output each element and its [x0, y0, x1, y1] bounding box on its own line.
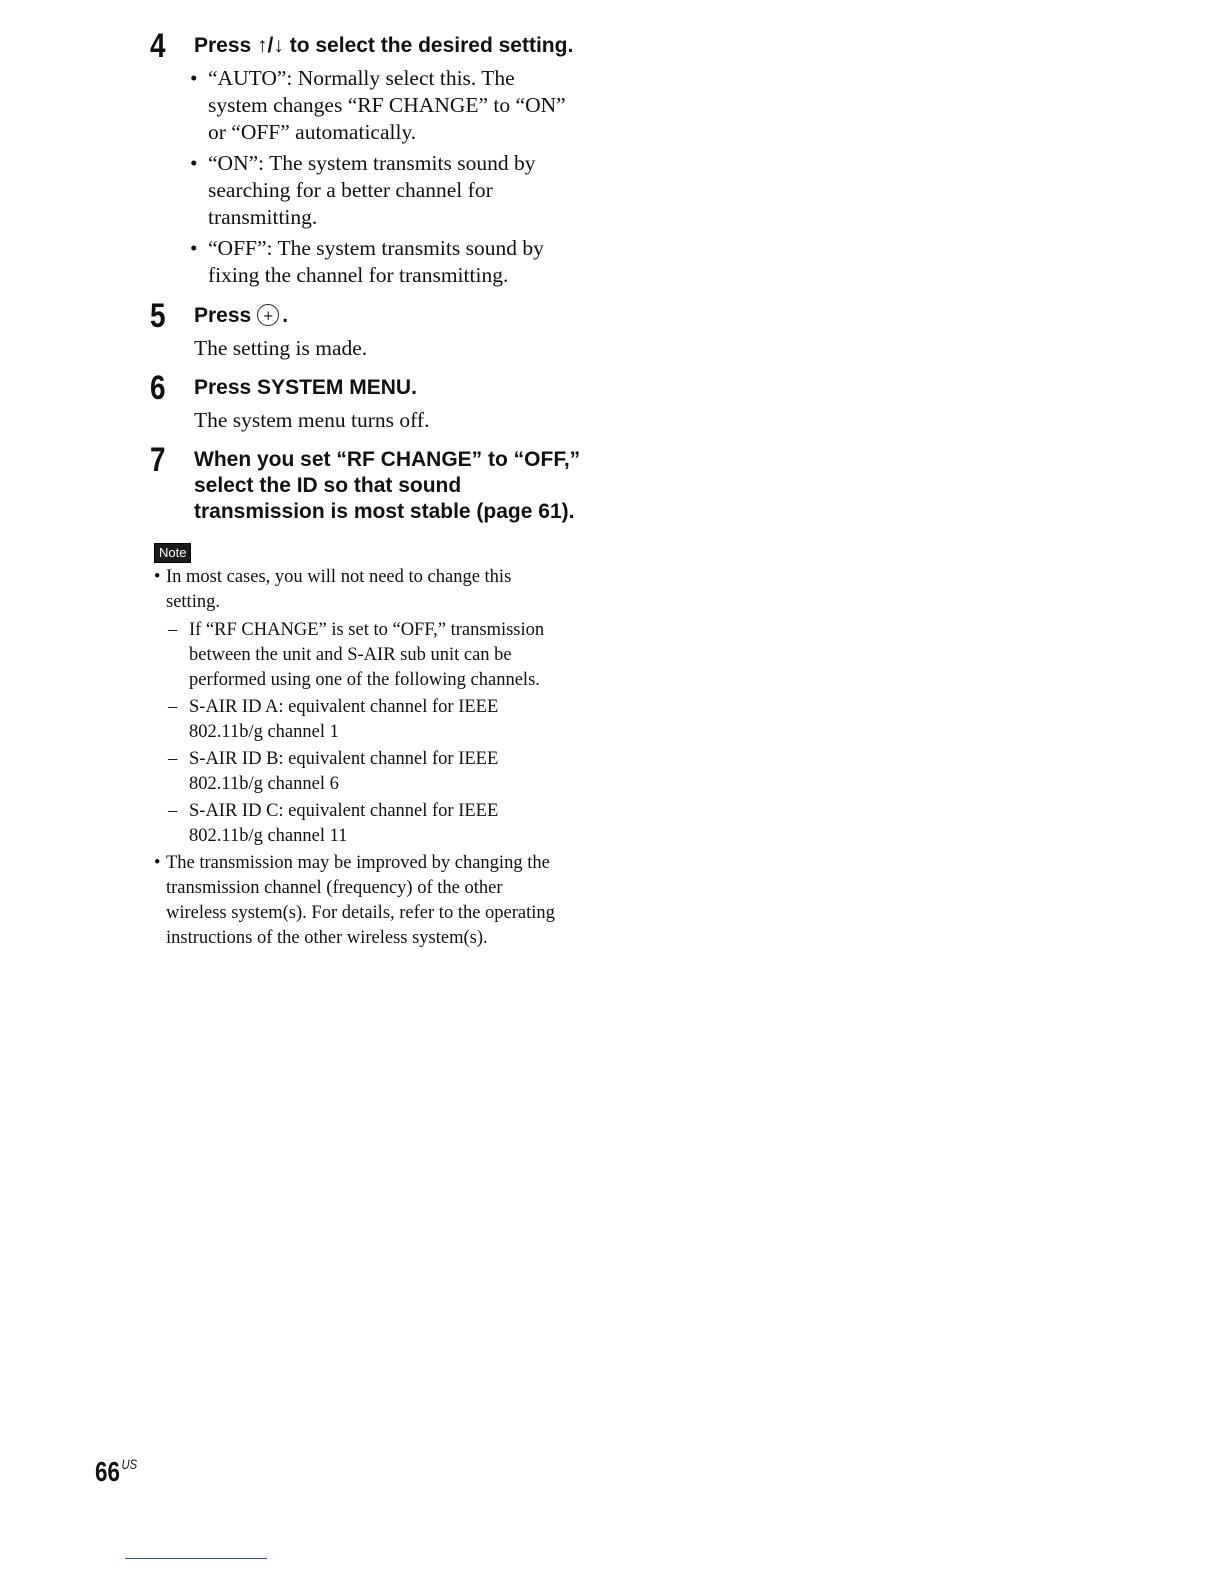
note-line: – If “RF CHANGE” is set to “OFF,” transmission — [189, 620, 545, 640]
option-line: • “OFF”: The system transmits sound by — [208, 236, 544, 260]
note-line: – S-AIR ID B: equivalent channel for IEEE — [189, 749, 499, 769]
option-line: transmitting. — [208, 205, 318, 229]
note-badge: Note — [154, 543, 191, 563]
step-heading-line: select the ID so that sound — [194, 474, 462, 497]
note-line: • In most cases, you will not need to change this — [166, 567, 512, 587]
step-body: The setting is made. — [194, 336, 368, 360]
step-heading-line: When you set “RF CHANGE” to “OFF,” — [194, 448, 581, 471]
footer-rule — [125, 1558, 267, 1559]
step-heading-text: Press — [194, 304, 252, 327]
option-list — [190, 65, 566, 293]
option-on — [190, 150, 566, 231]
step-number: 7 — [150, 441, 166, 479]
option-line: fixing the channel for transmitting. — [208, 263, 509, 287]
option-off — [190, 235, 566, 289]
step-heading — [194, 447, 580, 525]
note-line: instructions of the other wireless system(s). — [166, 928, 488, 948]
note-line: wireless system(s). For details, refer to the operating — [166, 903, 555, 923]
step-number: 6 — [150, 369, 166, 407]
note-line: setting. — [166, 592, 220, 612]
note-line: 802.11b/g channel 6 — [189, 774, 339, 794]
note-dash-item — [154, 747, 594, 797]
note-line: 802.11b/g channel 11 — [189, 826, 348, 846]
enter-button-icon — [257, 304, 279, 326]
option-line: • “AUTO”: Normally select this. The — [208, 66, 515, 90]
note-section — [154, 565, 594, 954]
step-heading: Press ↑/↓ to select the desired setting. — [194, 34, 574, 57]
option-line: system changes “RF CHANGE” to “ON” — [208, 93, 566, 117]
note-line: 802.11b/g channel 1 — [189, 722, 339, 742]
step-heading-suffix: . — [282, 304, 289, 327]
option-line: searching for a better channel for — [208, 178, 493, 202]
page-number — [95, 1456, 137, 1488]
note-dash-item — [154, 618, 594, 693]
option-line: • “ON”: The system transmits sound by — [208, 151, 536, 175]
note-line: performed using one of the following channels. — [189, 670, 540, 690]
note-line: between the unit and S-AIR sub unit can be — [189, 645, 512, 665]
step-number: 5 — [150, 297, 166, 335]
step-heading: Press SYSTEM MENU. — [194, 376, 417, 399]
page-number-suffix: US — [121, 1456, 138, 1472]
note-bullet — [154, 851, 594, 951]
option-line: or “OFF” automatically. — [208, 120, 417, 144]
note-line: – S-AIR ID C: equivalent channel for IEEE — [189, 801, 499, 821]
note-dash-item — [154, 695, 594, 745]
option-auto — [190, 65, 566, 146]
note-dash-item — [154, 799, 594, 849]
note-bullet — [154, 565, 594, 615]
step-number: 4 — [150, 27, 166, 65]
step-heading — [194, 303, 288, 329]
note-line: transmission channel (frequency) of the other — [166, 878, 503, 898]
note-line: • The transmission may be improved by changing the — [166, 853, 550, 873]
step-heading-line: transmission is most stable (page 61). — [194, 500, 575, 523]
step-body: The system menu turns off. — [194, 408, 430, 432]
page-number-value: 66 — [95, 1456, 120, 1487]
note-line: – S-AIR ID A: equivalent channel for IEEE — [189, 697, 499, 717]
